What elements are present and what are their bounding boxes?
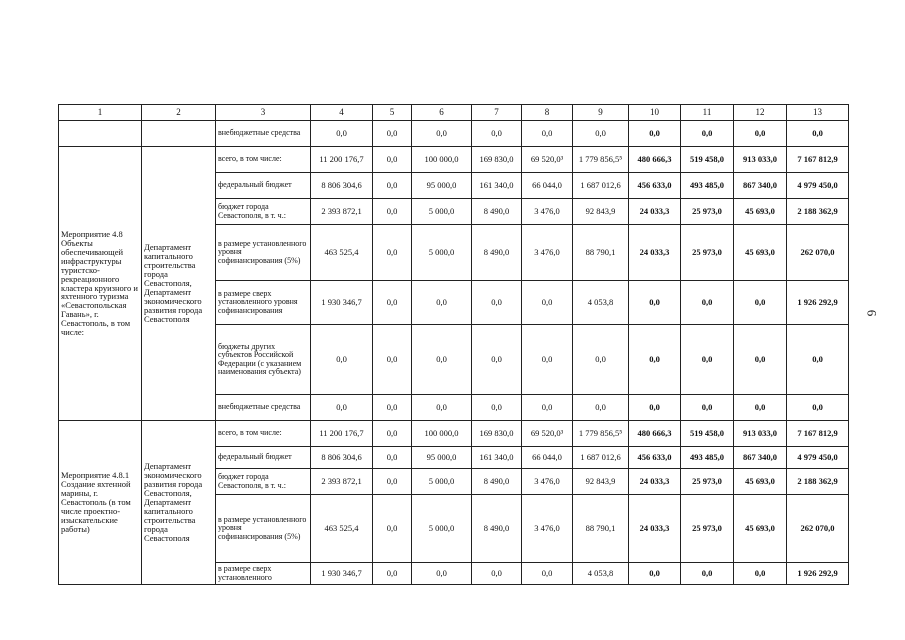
value-cell: 66 044,0 xyxy=(522,173,573,199)
value-cell: 1 926 292,9 xyxy=(787,563,849,585)
value-cell: 161 340,0 xyxy=(472,447,522,469)
value-cell: 66 044,0 xyxy=(522,447,573,469)
value-cell: 2 393 872,1 xyxy=(311,199,373,225)
category-cell: внебюджетные средства xyxy=(216,395,311,421)
value-cell: 0,0 xyxy=(787,395,849,421)
value-cell: 88 790,1 xyxy=(573,225,629,281)
value-cell: 0,0 xyxy=(629,395,681,421)
value-cell: 0,0 xyxy=(373,563,412,585)
value-cell: 0,0 xyxy=(734,121,787,147)
value-cell: 0,0 xyxy=(373,147,412,173)
value-cell: 463 525,4 xyxy=(311,225,373,281)
value-cell: 0,0 xyxy=(472,121,522,147)
value-cell: 95 000,0 xyxy=(412,173,472,199)
value-cell: 92 843,9 xyxy=(573,469,629,495)
value-cell: 25 973,0 xyxy=(681,199,734,225)
category-cell: в размере сверх установленного xyxy=(216,563,311,585)
value-cell: 0,0 xyxy=(681,325,734,395)
value-cell: 88 790,1 xyxy=(573,495,629,563)
value-cell: 262 070,0 xyxy=(787,225,849,281)
value-cell: 25 973,0 xyxy=(681,469,734,495)
value-cell: 0,0 xyxy=(734,281,787,325)
value-cell: 3 476,0 xyxy=(522,199,573,225)
value-cell: 0,0 xyxy=(573,395,629,421)
value-cell: 0,0 xyxy=(629,281,681,325)
value-cell: 7 167 812,9 xyxy=(787,421,849,447)
value-cell: 262 070,0 xyxy=(787,495,849,563)
header-cell: 3 xyxy=(216,105,311,121)
value-cell: 0,0 xyxy=(573,121,629,147)
value-cell: 69 520,0³ xyxy=(522,147,573,173)
header-cell: 13 xyxy=(787,105,849,121)
value-cell: 1 687 012,6 xyxy=(573,447,629,469)
value-cell: 161 340,0 xyxy=(472,173,522,199)
value-cell: 169 830,0 xyxy=(472,421,522,447)
value-cell: 0,0 xyxy=(472,563,522,585)
value-cell: 0,0 xyxy=(472,281,522,325)
value-cell: 11 200 176,7 xyxy=(311,147,373,173)
value-cell: 5 000,0 xyxy=(412,469,472,495)
activity-cell xyxy=(59,121,142,147)
value-cell: 867 340,0 xyxy=(734,447,787,469)
category-cell: внебюджетные средства xyxy=(216,121,311,147)
header-cell: 10 xyxy=(629,105,681,121)
value-cell: 0,0 xyxy=(522,121,573,147)
value-cell: 0,0 xyxy=(373,173,412,199)
value-cell: 24 033,3 xyxy=(629,199,681,225)
value-cell: 5 000,0 xyxy=(412,495,472,563)
value-cell: 0,0 xyxy=(522,281,573,325)
department-cell xyxy=(142,121,216,147)
value-cell: 0,0 xyxy=(412,563,472,585)
value-cell: 0,0 xyxy=(373,447,412,469)
department-cell: Департамент экономического развития города Севастополя, Департамент капитального строительства города Севастополя xyxy=(142,421,216,585)
value-cell: 0,0 xyxy=(629,121,681,147)
value-cell: 3 476,0 xyxy=(522,495,573,563)
value-cell: 867 340,0 xyxy=(734,173,787,199)
value-cell: 0,0 xyxy=(472,395,522,421)
value-cell: 0,0 xyxy=(373,495,412,563)
value-cell: 0,0 xyxy=(373,421,412,447)
value-cell: 0,0 xyxy=(734,395,787,421)
value-cell: 1 779 856,5⁵ xyxy=(573,421,629,447)
value-cell: 8 490,0 xyxy=(472,495,522,563)
header-cell: 5 xyxy=(373,105,412,121)
category-cell: в размере установленного уровня софинансирования (5%) xyxy=(216,495,311,563)
value-cell: 25 973,0 xyxy=(681,225,734,281)
value-cell: 0,0 xyxy=(373,469,412,495)
value-cell: 1 930 346,7 xyxy=(311,563,373,585)
value-cell: 0,0 xyxy=(373,121,412,147)
category-cell: федеральный бюджет xyxy=(216,173,311,199)
category-cell: всего, в том числе: xyxy=(216,147,311,173)
value-cell: 8 806 304,6 xyxy=(311,173,373,199)
value-cell: 480 666,3 xyxy=(629,147,681,173)
value-cell: 69 520,0³ xyxy=(522,421,573,447)
value-cell: 8 490,0 xyxy=(472,225,522,281)
value-cell: 100 000,0 xyxy=(412,147,472,173)
value-cell: 0,0 xyxy=(522,325,573,395)
value-cell: 45 693,0 xyxy=(734,495,787,563)
value-cell: 493 485,0 xyxy=(681,173,734,199)
value-cell: 0,0 xyxy=(311,395,373,421)
value-cell: 0,0 xyxy=(629,563,681,585)
value-cell: 24 033,3 xyxy=(629,225,681,281)
value-cell: 3 476,0 xyxy=(522,225,573,281)
table-row xyxy=(59,421,849,447)
value-cell: 7 167 812,9 xyxy=(787,147,849,173)
value-cell: 456 633,0 xyxy=(629,447,681,469)
header-cell: 2 xyxy=(142,105,216,121)
value-cell: 1 687 012,6 xyxy=(573,173,629,199)
value-cell: 25 973,0 xyxy=(681,495,734,563)
value-cell: 0,0 xyxy=(787,121,849,147)
value-cell: 169 830,0 xyxy=(472,147,522,173)
value-cell: 0,0 xyxy=(734,325,787,395)
value-cell: 0,0 xyxy=(681,395,734,421)
value-cell: 5 000,0 xyxy=(412,199,472,225)
header-cell: 1 xyxy=(59,105,142,121)
table-row xyxy=(59,147,849,173)
value-cell: 1 779 856,5⁵ xyxy=(573,147,629,173)
value-cell: 0,0 xyxy=(373,199,412,225)
value-cell: 4 053,8 xyxy=(573,563,629,585)
value-cell: 4 979 450,0 xyxy=(787,447,849,469)
value-cell: 0,0 xyxy=(373,281,412,325)
value-cell: 4 979 450,0 xyxy=(787,173,849,199)
department-cell: Департамент капитального строительства города Севастополя, Департамент экономического развития города Севастополя xyxy=(142,147,216,421)
value-cell: 0,0 xyxy=(412,281,472,325)
value-cell: 3 476,0 xyxy=(522,469,573,495)
value-cell: 0,0 xyxy=(522,395,573,421)
value-cell: 519 458,0 xyxy=(681,147,734,173)
value-cell: 913 033,0 xyxy=(734,421,787,447)
value-cell: 24 033,3 xyxy=(629,469,681,495)
header-cell: 7 xyxy=(472,105,522,121)
value-cell: 0,0 xyxy=(311,325,373,395)
value-cell: 45 693,0 xyxy=(734,469,787,495)
value-cell: 0,0 xyxy=(373,395,412,421)
value-cell: 519 458,0 xyxy=(681,421,734,447)
value-cell: 24 033,3 xyxy=(629,495,681,563)
value-cell: 0,0 xyxy=(412,395,472,421)
value-cell: 0,0 xyxy=(373,325,412,395)
value-cell: 0,0 xyxy=(734,563,787,585)
value-cell: 11 200 176,7 xyxy=(311,421,373,447)
header-cell: 11 xyxy=(681,105,734,121)
category-cell: всего, в том числе: xyxy=(216,421,311,447)
header-cell: 4 xyxy=(311,105,373,121)
value-cell: 5 000,0 xyxy=(412,225,472,281)
value-cell: 480 666,3 xyxy=(629,421,681,447)
page-number: 6 xyxy=(864,309,880,317)
header-cell: 12 xyxy=(734,105,787,121)
value-cell: 0,0 xyxy=(629,325,681,395)
value-cell: 0,0 xyxy=(472,325,522,395)
value-cell: 8 490,0 xyxy=(472,469,522,495)
budget-table xyxy=(58,104,849,585)
value-cell: 8 490,0 xyxy=(472,199,522,225)
header-row xyxy=(59,105,849,121)
value-cell: 45 693,0 xyxy=(734,199,787,225)
value-cell: 95 000,0 xyxy=(412,447,472,469)
value-cell: 100 000,0 xyxy=(412,421,472,447)
value-cell: 2 393 872,1 xyxy=(311,469,373,495)
value-cell: 0,0 xyxy=(412,325,472,395)
value-cell: 4 053,8 xyxy=(573,281,629,325)
value-cell: 456 633,0 xyxy=(629,173,681,199)
category-cell: бюджет города Севастополя, в т. ч.: xyxy=(216,199,311,225)
value-cell: 2 188 362,9 xyxy=(787,469,849,495)
category-cell: федеральный бюджет xyxy=(216,447,311,469)
value-cell: 2 188 362,9 xyxy=(787,199,849,225)
category-cell: в размере сверх установленного уровня софинансирования xyxy=(216,281,311,325)
category-cell: бюджеты других субъектов Российской Федерации (с указанием наименования субъекта) xyxy=(216,325,311,395)
value-cell: 45 693,0 xyxy=(734,225,787,281)
header-cell: 9 xyxy=(573,105,629,121)
value-cell: 493 485,0 xyxy=(681,447,734,469)
value-cell: 913 033,0 xyxy=(734,147,787,173)
value-cell: 0,0 xyxy=(311,121,373,147)
activity-cell: Мероприятие 4.8 Объекты обеспечивающей инфраструктуры туристско-рекреационного кластера круизного и яхтенного туризма «Севастопольская Гавань», г. Севастополь, в том числе: xyxy=(59,147,142,421)
value-cell: 0,0 xyxy=(373,225,412,281)
header-cell: 6 xyxy=(412,105,472,121)
value-cell: 0,0 xyxy=(787,325,849,395)
category-cell: в размере установленного уровня софинансирования (5%) xyxy=(216,225,311,281)
activity-cell: Мероприятие 4.8.1 Создание яхтенной марины, г. Севастополь (в том числе проектно-изыскательские работы) xyxy=(59,421,142,585)
value-cell: 463 525,4 xyxy=(311,495,373,563)
value-cell: 8 806 304,6 xyxy=(311,447,373,469)
value-cell: 1 930 346,7 xyxy=(311,281,373,325)
value-cell: 0,0 xyxy=(412,121,472,147)
table-row xyxy=(59,121,849,147)
value-cell: 0,0 xyxy=(681,281,734,325)
value-cell: 0,0 xyxy=(573,325,629,395)
value-cell: 0,0 xyxy=(681,563,734,585)
value-cell: 1 926 292,9 xyxy=(787,281,849,325)
header-cell: 8 xyxy=(522,105,573,121)
value-cell: 0,0 xyxy=(681,121,734,147)
value-cell: 0,0 xyxy=(522,563,573,585)
category-cell: бюджет города Севастополя, в т. ч.: xyxy=(216,469,311,495)
value-cell: 92 843,9 xyxy=(573,199,629,225)
